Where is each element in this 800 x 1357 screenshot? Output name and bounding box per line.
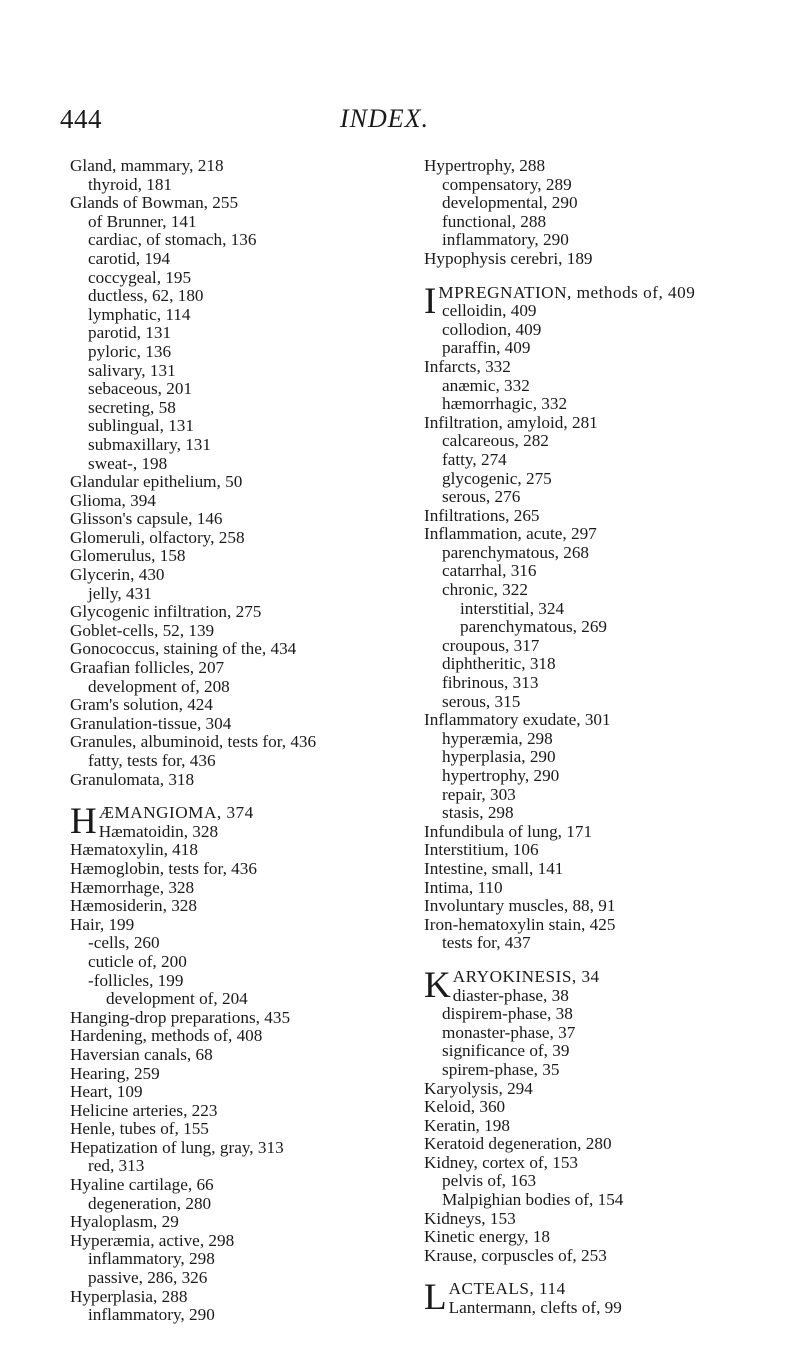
index-subentry: inflammatory, 290: [88, 1305, 215, 1325]
index-subentry: ductless, 62, 180: [88, 286, 204, 306]
index-subentry: chronic, 322: [442, 580, 528, 600]
index-entry: Inflammatory exudate, 301: [424, 710, 611, 730]
index-entry: Hypophysis cerebri, 189: [424, 248, 593, 268]
index-subentry: significance of, 39: [442, 1041, 570, 1061]
index-entry: Infarcts, 332: [424, 356, 511, 376]
section-gap: [70, 789, 400, 804]
index-entry: Heart, 109: [70, 1082, 143, 1102]
index-entry: Keratoid degeneration, 280: [424, 1134, 612, 1154]
index-subentry: parenchymatous, 268: [442, 542, 590, 562]
index-entry: Glandular epithelium, 50: [70, 472, 243, 492]
index-entry: Hyaline cartilage, 66: [70, 1175, 214, 1195]
section-heading-text: ACTEALS, 114: [448, 1279, 566, 1299]
index-subentry: hyperæmia, 298: [442, 728, 553, 748]
index-entry: Granulomata, 318: [70, 769, 195, 789]
index-entry: Granulation-tissue, 304: [70, 713, 232, 733]
index-subentry: compensatory, 289: [442, 174, 572, 194]
index-entry: Glands of Bowman, 255: [70, 193, 239, 213]
index-subentry: jelly, 431: [88, 583, 152, 603]
index-subentry: cardiac, of stomach, 136: [88, 230, 257, 250]
index-entry: Graafian follicles, 207: [70, 658, 225, 678]
index-entry: Inflammation, acute, 297: [424, 524, 597, 544]
drop-initial: L: [424, 1277, 447, 1319]
index-subentry: croupous, 317: [442, 635, 540, 655]
index-subentry: pelvis of, 163: [442, 1171, 537, 1191]
index-entry: Gram's solution, 424: [70, 695, 213, 715]
index-subentry: -cells, 260: [88, 933, 160, 953]
index-subentry: functional, 288: [442, 211, 547, 231]
index-subentry: Malpighian bodies of, 154: [442, 1190, 624, 1210]
index-entry: Hyperplasia, 288: [70, 1286, 188, 1306]
index-entry: Hæmorrhage, 328: [70, 877, 195, 897]
index-subentry: glycogenic, 275: [442, 468, 552, 488]
index-subentry: parotid, 131: [88, 323, 172, 343]
section-heading-text: MPREGNATION, methods of, 409: [438, 282, 696, 302]
index-entry: Hepatization of lung, gray, 313: [70, 1137, 284, 1157]
index-entry: Hæmoglobin, tests for, 436: [70, 858, 257, 878]
index-subentry: secreting, 58: [88, 397, 176, 417]
index-subentry: fibrinous, 313: [442, 673, 539, 693]
index-entry: Goblet-cells, 52, 139: [70, 620, 215, 640]
index-subentry: hypertrophy, 290: [442, 766, 560, 785]
index-subentry: serous, 315: [442, 691, 521, 711]
index-entry: Glisson's capsule, 146: [70, 509, 223, 529]
index-subentry: Hæmatoidin, 328: [98, 821, 219, 841]
index-entry: Kinetic energy, 18: [424, 1227, 551, 1247]
index-entry: Hanging-drop preparations, 435: [70, 1007, 291, 1027]
index-subentry: pyloric, 136: [88, 341, 172, 361]
index-subentry: red, 313: [88, 1156, 145, 1176]
index-subentry: lymphatic, 114: [88, 304, 191, 324]
section-heading-text: ÆMANGIOMA, 374: [98, 803, 254, 823]
index-subentry: of Brunner, 141: [88, 211, 197, 231]
index-column-right: [424, 157, 764, 1318]
running-title: INDEX.: [340, 104, 430, 133]
index-entry: Infiltration, amyloid, 281: [424, 412, 598, 432]
index-subentry: celloidin, 409: [442, 301, 537, 321]
index-entry: Interstitium, 106: [424, 840, 539, 860]
index-subentry: diaster-phase, 38: [452, 985, 569, 1005]
index-subentry: catarrhal, 316: [442, 561, 537, 581]
index-subentry: sweat-, 198: [88, 453, 168, 473]
index-entry: Hypertrophy, 288: [424, 156, 546, 175]
index-subentry: hæmorrhagic, 332: [442, 394, 568, 414]
index-subentry: serous, 276: [442, 487, 521, 507]
index-subentry: fatty, 274: [442, 449, 507, 469]
index-entry: Gland, mammary, 218: [70, 156, 224, 175]
index-entry: Kidney, cortex of, 153: [424, 1152, 579, 1172]
index-entry: Hæmatoxylin, 418: [70, 840, 198, 860]
index-entry: Intestine, small, 141: [424, 858, 564, 878]
index-entry: Infiltrations, 265: [424, 505, 540, 525]
index-subentry: fatty, tests for, 436: [88, 751, 216, 770]
index-subentry: developmental, 290: [442, 193, 578, 213]
index-subentry: sublingual, 131: [88, 416, 194, 436]
index-column-left: [70, 157, 400, 1325]
index-subentry: stasis, 298: [442, 803, 514, 823]
section-heading-text: ARYOKINESIS, 34: [452, 966, 600, 986]
index-subentry: inflammatory, 298: [88, 1249, 215, 1269]
page-number: 444: [60, 104, 102, 134]
index-subentry: paraffin, 409: [442, 338, 531, 358]
index-entry: Keloid, 360: [424, 1097, 506, 1117]
index-subentry: repair, 303: [442, 784, 516, 804]
index-subentry: monaster-phase, 37: [442, 1022, 576, 1042]
index-entry: Hair, 199: [70, 914, 135, 934]
index-entry: Haversian canals, 68: [70, 1044, 213, 1064]
index-entry: Hearing, 259: [70, 1063, 160, 1083]
index-entry: Glycerin, 430: [70, 565, 165, 585]
index-subentry: interstitial, 324: [460, 598, 565, 618]
index-entry: Intima, 110: [424, 877, 503, 897]
drop-initial: K: [424, 964, 451, 1006]
index-subentry: calcareous, 282: [442, 431, 549, 451]
index-subentry: carotid, 194: [88, 248, 171, 268]
index-subentry: cuticle of, 200: [88, 951, 187, 971]
index-entry: Karyolysis, 294: [424, 1078, 533, 1098]
index-subentry: tests for, 437: [442, 933, 531, 953]
index-subentry: coccygeal, 195: [88, 267, 192, 287]
index-subentry: development of, 208: [88, 676, 230, 696]
index-subentry: passive, 286, 326: [88, 1268, 208, 1288]
index-entry: Glomerulus, 158: [70, 546, 186, 566]
index-subentry: hyperplasia, 290: [442, 747, 556, 767]
index-entry: Hæmosiderin, 328: [70, 896, 197, 916]
index-subentry: degeneration, 280: [88, 1193, 212, 1213]
index-subentry: dispirem-phase, 38: [442, 1004, 573, 1024]
index-entry: Krause, corpuscles of, 253: [424, 1245, 607, 1265]
index-subentry: anæmic, 332: [442, 375, 530, 395]
index-subentry: salivary, 131: [88, 360, 176, 380]
index-entry: Helicine arteries, 223: [70, 1100, 218, 1120]
index-entry: Hardening, methods of, 408: [70, 1026, 263, 1046]
index-entry: Glomeruli, olfactory, 258: [70, 527, 245, 547]
index-subentry: sebaceous, 201: [88, 379, 193, 399]
index-subentry: spirem-phase, 35: [442, 1059, 560, 1079]
index-entry: Gonococcus, staining of the, 434: [70, 639, 297, 659]
index-entry: Involuntary muscles, 88, 91: [424, 896, 616, 916]
index-entry: Infundibula of lung, 171: [424, 821, 593, 841]
index-subentry: collodion, 409: [442, 319, 542, 339]
index-entry: Glycogenic infiltration, 275: [70, 602, 262, 622]
index-subentry: parenchymatous, 269: [460, 617, 608, 637]
page-header: [0, 104, 800, 144]
index-entry: Iron-hematoxylin stain, 425: [424, 914, 616, 934]
drop-initial: I: [424, 280, 437, 322]
section-gap: [424, 953, 764, 968]
index-entry: Hyaloplasm, 29: [70, 1212, 179, 1232]
index-entry: Granules, albuminoid, tests for, 436: [70, 732, 317, 752]
index-subentry: submaxillary, 131: [88, 434, 211, 454]
section-gap: [424, 269, 764, 284]
index-entry: Glioma, 394: [70, 490, 156, 510]
index-subentry: thyroid, 181: [88, 174, 173, 194]
index-subentry: diphtheritic, 318: [442, 654, 556, 674]
index-subentry: development of, 204: [106, 989, 248, 1009]
index-entry: Kidneys, 153: [424, 1208, 516, 1228]
index-subentry: Lantermann, clefts of, 99: [448, 1298, 622, 1318]
index-subentry: inflammatory, 290: [442, 230, 569, 250]
index-entry: Henle, tubes of, 155: [70, 1119, 209, 1139]
index-entry: Keratin, 198: [424, 1115, 510, 1135]
index-entry: Hyperæmia, active, 298: [70, 1230, 235, 1250]
index-subentry: -follicles, 199: [88, 970, 184, 990]
drop-initial: H: [70, 801, 97, 843]
